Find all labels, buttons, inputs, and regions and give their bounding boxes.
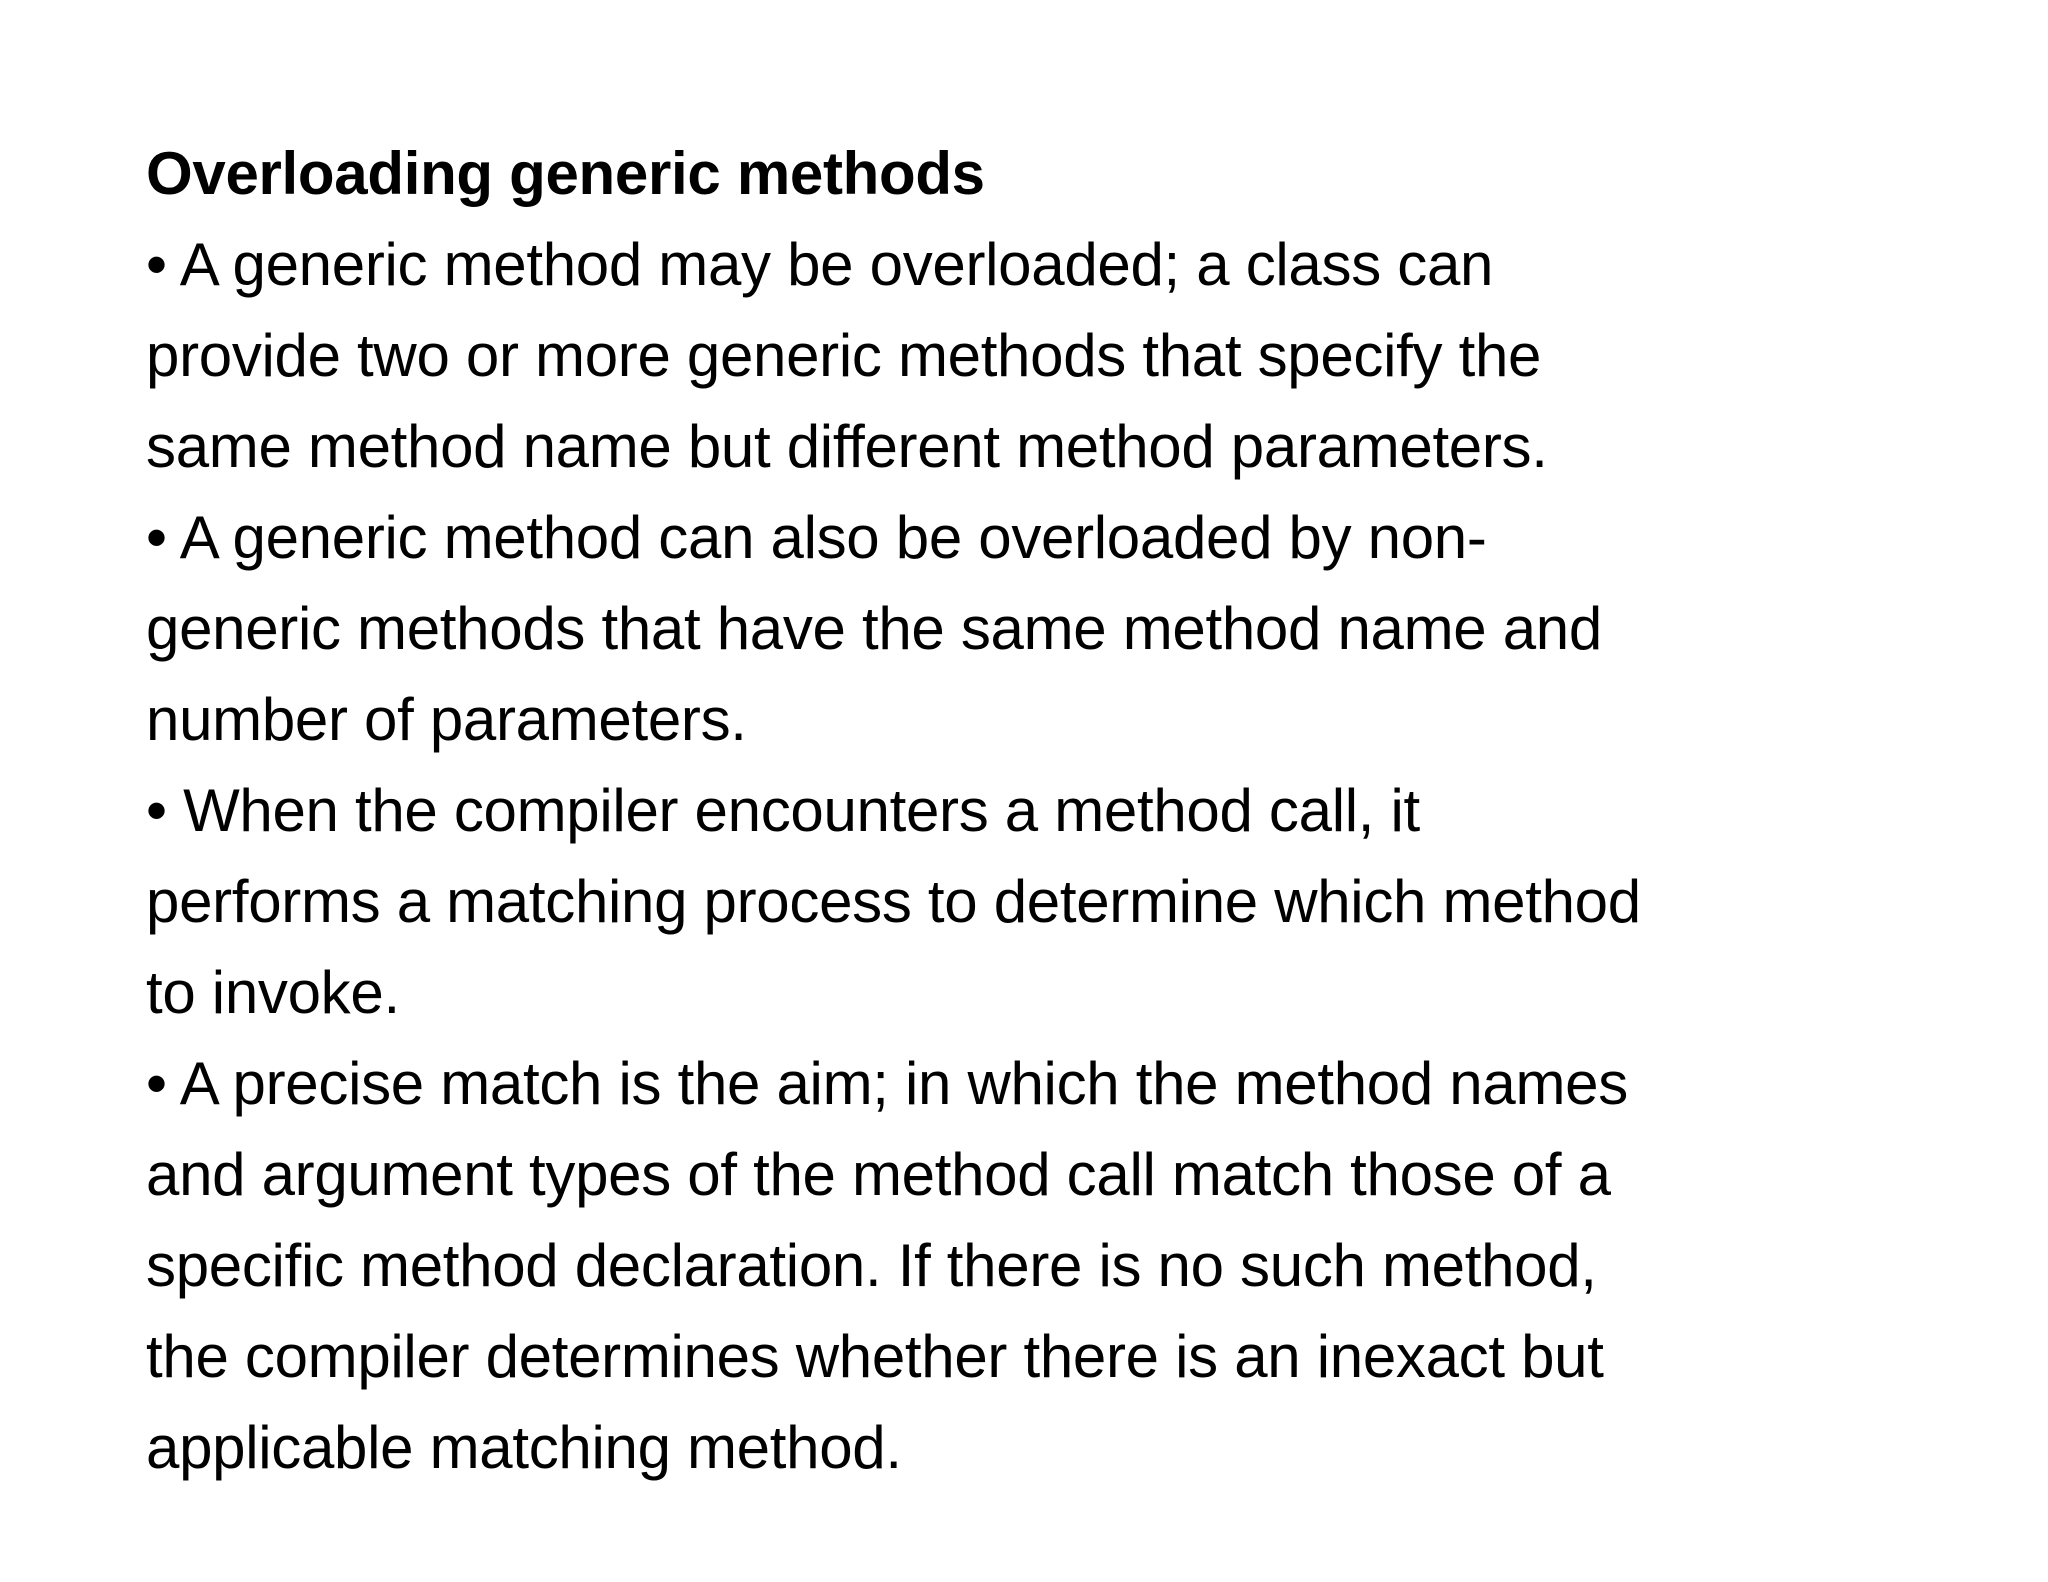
body-line: generic methods that have the same method name and: [146, 595, 1602, 662]
slide-content: [146, 128, 1966, 1493]
body-line: to invoke.: [146, 959, 400, 1026]
body-line: the compiler determines whether there is an inexact but: [146, 1323, 1604, 1390]
body-line: provide two or more generic methods that specify the: [146, 322, 1542, 389]
body-line: same method name but different method parameters.: [146, 413, 1548, 480]
body-line: number of parameters.: [146, 686, 747, 753]
body-line: • A precise match is the aim; in which the method names: [146, 1050, 1628, 1117]
body-line: • A generic method may be overloaded; a class can: [146, 231, 1494, 298]
slide-title: Overloading generic methods: [146, 140, 985, 207]
body-line: applicable matching method.: [146, 1414, 902, 1481]
body-line: performs a matching process to determine which method: [146, 868, 1641, 935]
body-line: • When the compiler encounters a method call, it: [146, 777, 1420, 844]
body-line: • A generic method can also be overloaded by non-: [146, 504, 1487, 571]
body-line: specific method declaration. If there is no such method,: [146, 1232, 1597, 1299]
body-line: and argument types of the method call match those of a: [146, 1141, 1611, 1208]
